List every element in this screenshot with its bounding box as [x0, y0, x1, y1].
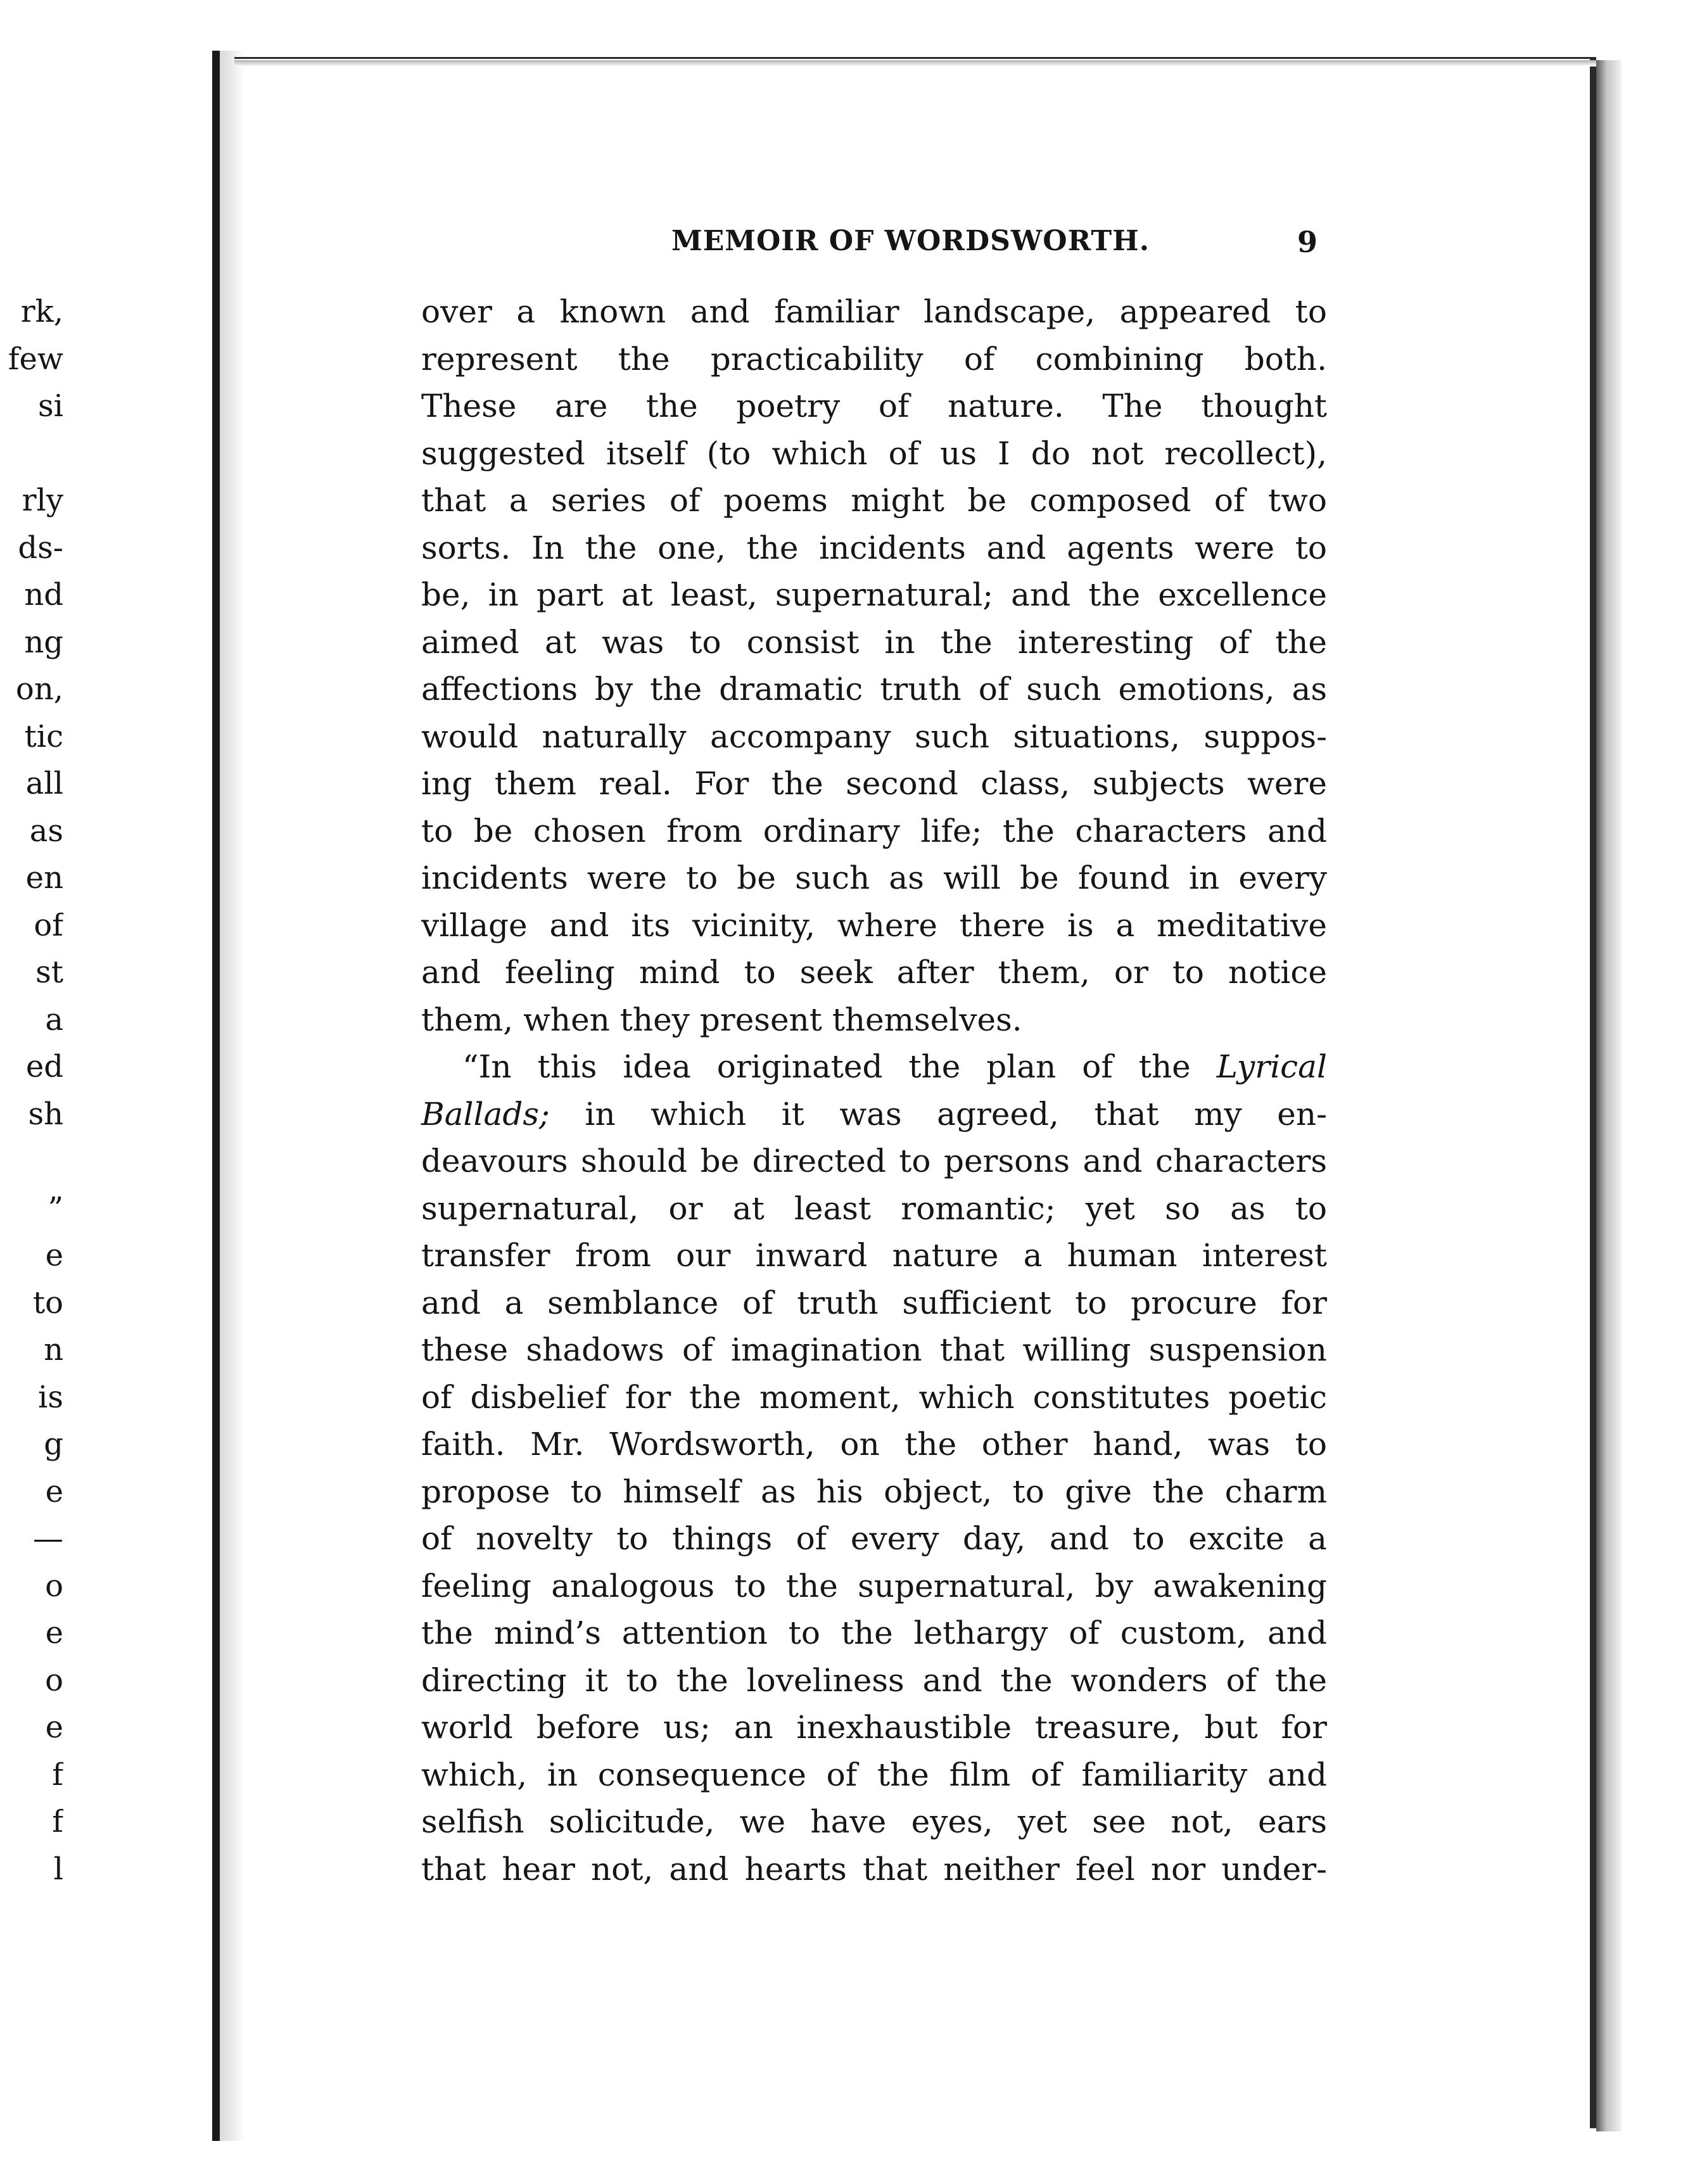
text-line: that a series of poems might be composed of two	[421, 482, 1327, 519]
text-line: which, in consequence of the film of familiarity and	[421, 1756, 1327, 1793]
left-fragment: e	[45, 1710, 63, 1745]
text-line: and feeling mind to seek after them, or to notice	[421, 954, 1327, 991]
text-line: world before us; an inexhaustible treasure, but for	[421, 1709, 1327, 1746]
text-line: deavours should be directed to persons and characters	[421, 1143, 1327, 1179]
left-fragment: f	[52, 1804, 63, 1839]
text-line: suggested itself (to which of us I do not recollect),	[421, 435, 1327, 472]
text-line: feeling analogous to the supernatural, by awakening	[421, 1567, 1327, 1604]
text-line: of novelty to things of every day, and to excite a	[421, 1520, 1327, 1557]
left-fragment: n	[44, 1332, 63, 1368]
text-line: the mind’s attention to the lethargy of custom, and	[421, 1615, 1327, 1651]
page-right-edge	[1596, 60, 1622, 2131]
left-fragment: o	[45, 1662, 63, 1698]
left-fragment: e	[45, 1615, 63, 1651]
left-fragment: ng	[24, 624, 63, 660]
running-head	[418, 225, 1317, 269]
running-title: MEMOIR OF WORDSWORTH.	[671, 225, 1150, 257]
text-line: them, when they present themselves.	[421, 1001, 1022, 1038]
left-fragment: of	[34, 907, 63, 943]
left-fragment: tic	[24, 718, 63, 754]
text-line: selfish solicitude, we have eyes, yet see not, ears	[421, 1803, 1327, 1840]
left-fragment	[0, 430, 63, 478]
left-fragment: ed	[25, 1049, 63, 1084]
left-fragment: nd	[24, 577, 63, 613]
text-segment: in which it was agreed, that my en-	[549, 1095, 1327, 1133]
text-line: faith. Mr. Wordsworth, on the other hand, was to	[421, 1426, 1327, 1463]
text-line: to be chosen from ordinary life; the characters and	[421, 812, 1327, 849]
left-page-fragments	[0, 288, 63, 1893]
left-fragment: few	[8, 341, 63, 377]
page-top-edge	[234, 60, 1596, 67]
text-line: propose to himself as his object, to give the charm	[421, 1473, 1327, 1510]
page-gutter	[212, 51, 220, 2141]
text-line: of disbelief for the moment, which constitutes poetic	[421, 1378, 1327, 1416]
left-fragment: e	[45, 1238, 63, 1273]
text-line: would naturally accompany such situations, suppos-	[421, 718, 1327, 755]
text-line: sorts. In the one, the incidents and agents were to	[421, 529, 1327, 566]
left-fragment: st	[35, 955, 63, 990]
text-line: These are the poetry of nature. The thought	[421, 388, 1327, 424]
text-line: these shadows of imagination that willing suspension	[421, 1331, 1327, 1368]
text-line: aimed at was to consist in the interesting of the	[421, 623, 1327, 661]
text-line	[421, 1091, 1327, 1138]
text-line: directing it to the loveliness and the wonders of the	[421, 1661, 1327, 1699]
left-fragment: e	[45, 1473, 63, 1509]
left-fragment: as	[29, 813, 63, 849]
text-line: transfer from our inward nature a human interest	[421, 1237, 1327, 1274]
text-line: and a semblance of truth sufficient to procure for	[421, 1284, 1327, 1321]
text-line: village and its vicinity, where there is a meditative	[421, 906, 1327, 944]
text-line: ing them real. For the second class, subjects were	[421, 765, 1327, 802]
left-fragment: l	[53, 1851, 63, 1887]
left-fragment	[0, 1138, 63, 1185]
left-fragment: en	[25, 860, 63, 896]
italic-title: Lyrical	[1216, 1048, 1327, 1085]
italic-title: Ballads;	[421, 1095, 550, 1133]
left-fragment: ”	[48, 1190, 63, 1226]
text-line: supernatural, or at least romantic; yet so as to	[421, 1190, 1327, 1227]
left-fragment: rly	[22, 483, 63, 518]
text-line: represent the practicability of combining both.	[421, 340, 1327, 378]
left-fragment: to	[32, 1285, 63, 1321]
paragraph-1	[421, 288, 1327, 1043]
text-line: over a known and familiar landscape, appeared to	[421, 293, 1327, 330]
left-fragment: g	[44, 1426, 63, 1462]
text-line: that hear not, and hearts that neither feel nor under-	[421, 1850, 1327, 1888]
left-fragment: is	[38, 1379, 63, 1415]
page-number: 9	[1297, 225, 1317, 259]
text-line: affections by the dramatic truth of such emotions, as	[421, 671, 1327, 708]
left-fragment: sh	[28, 1096, 63, 1132]
text-segment: “In this idea originated the plan of the	[462, 1048, 1217, 1085]
left-fragment: a	[45, 1001, 63, 1038]
left-fragment: on,	[15, 671, 63, 707]
page-body	[421, 288, 1327, 1893]
left-fragment: —	[33, 1521, 63, 1556]
text-line: incidents were to be such as will be found in every	[421, 860, 1327, 896]
left-fragment: rk,	[20, 294, 63, 329]
left-fragment: si	[38, 388, 63, 424]
text-line	[421, 1043, 1327, 1091]
left-fragment: o	[45, 1568, 63, 1604]
left-fragment: ds-	[18, 530, 63, 566]
text-line: be, in part at least, supernatural; and the excellence	[421, 576, 1327, 613]
left-fragment: all	[25, 766, 63, 801]
paragraph-2	[421, 1043, 1327, 1893]
left-fragment: f	[52, 1756, 63, 1793]
